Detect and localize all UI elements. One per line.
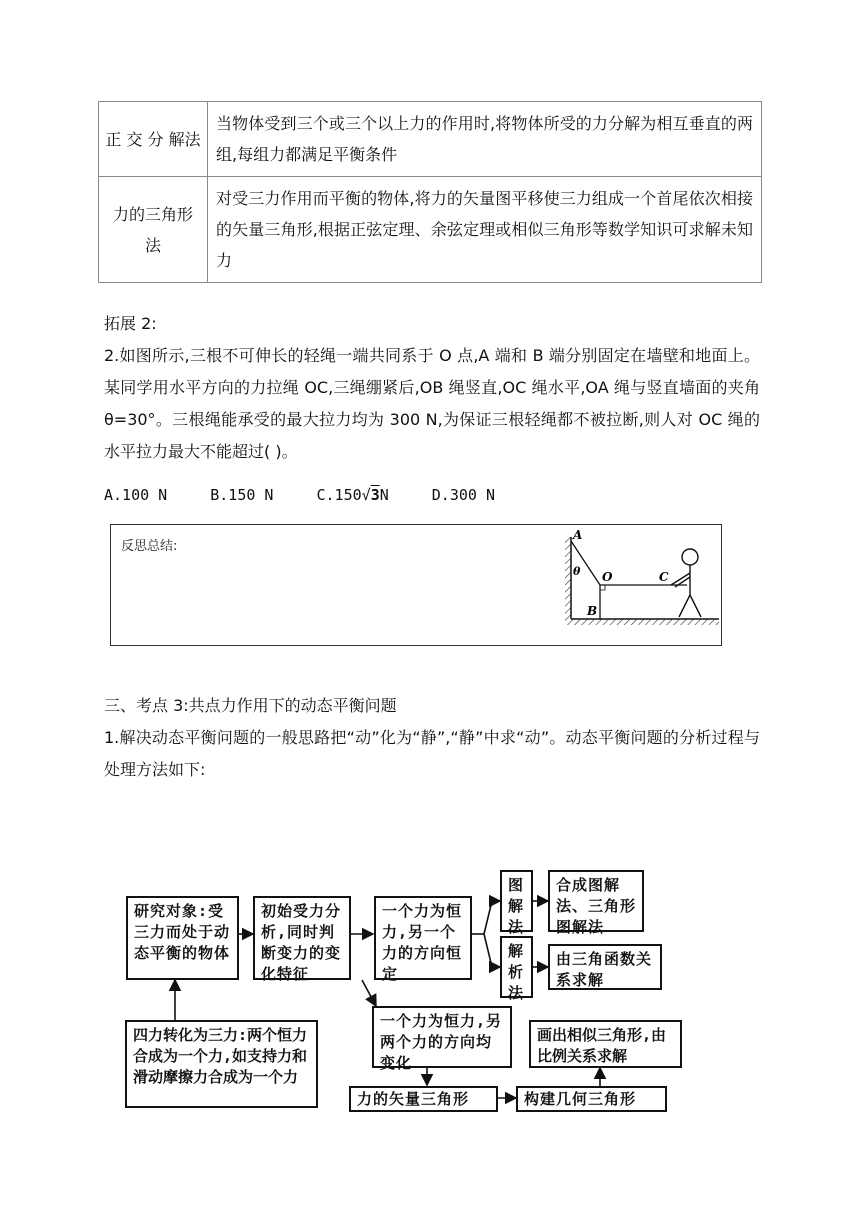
method-description: 当物体受到三个或三个以上力的作用时,将物体所受的力分解为相互垂直的两组,每组力都满足平衡条件 bbox=[208, 102, 762, 177]
question-text: 2.如图所示,三根不可伸长的轻绳一端共同系于 O 点,A 端和 B 端分别固定在墙壁和地面上。某同学用水平方向的力拉绳 OC,三绳绷紧后,OB 绳竖直,OC 绳水平,OA 绳与竖直墙面的夹角 θ=30°。三根绳能承受的最大拉力均为 300 N,为保证三根轻绳都不被拉断,则人对 OC 绳的水平拉力最大不能超过( )。 bbox=[104, 346, 760, 461]
initial-analysis-box: 初始受力分析,同时判断变力的变化特征 bbox=[253, 896, 351, 980]
option-b: B.150 N bbox=[210, 486, 274, 504]
option-c: C.150√3N bbox=[316, 486, 389, 504]
vector-triangle-box: 力的矢量三角形 bbox=[349, 1086, 498, 1112]
geometric-triangle-box: 构建几何三角形 bbox=[516, 1086, 667, 1112]
method-description: 对受三力作用而平衡的物体,将力的矢量图平移使三力组成一个首尾依次相接的矢量三角形,根据正弦定理、余弦定理或相似三角形等数学知识可求解未知力 bbox=[208, 177, 762, 283]
analytic-result-box: 由三角函数关系求解 bbox=[548, 944, 662, 990]
extension-heading: 拓展 2: bbox=[104, 314, 157, 333]
four-to-three-box: 四力转化为三力:两个恒力合成为一个力,如支持力和滑动摩擦力合成为一个力 bbox=[125, 1020, 318, 1108]
option-d: D.300 N bbox=[431, 486, 495, 504]
analytic-method-box: 解析法 bbox=[500, 936, 533, 998]
method-name: 力的三角形法 bbox=[99, 177, 208, 283]
label-b: B bbox=[587, 604, 598, 618]
graph-method-box: 图解法 bbox=[500, 870, 533, 932]
section-text: 1.解决动态平衡问题的一般思路把“动”化为“静”,“静”中求“动”。动态平衡问题的分析过程与处理方法如下: bbox=[104, 728, 760, 779]
option-c-unit: N bbox=[379, 486, 389, 504]
label-a: A bbox=[573, 528, 583, 542]
label-o: O bbox=[602, 570, 613, 584]
label-theta: θ bbox=[573, 565, 581, 578]
option-c-prefix: C.150 bbox=[316, 486, 362, 504]
option-c-root: 3 bbox=[370, 486, 380, 504]
section-heading: 三、考点 3:共点力作用下的动态平衡问题 bbox=[104, 696, 397, 715]
similar-triangle-box: 画出相似三角形,由比例关系求解 bbox=[529, 1020, 682, 1068]
label-c: C bbox=[659, 570, 669, 584]
graph-result-box: 合成图解法、三角形图解法 bbox=[548, 870, 644, 932]
reflection-label: 反思总结: bbox=[121, 539, 178, 554]
constant-direction-box: 一个力为恒力,另一个力的方向恒定 bbox=[374, 896, 472, 980]
both-change-box: 一个力为恒力,另两个力的方向均变化 bbox=[372, 1006, 512, 1068]
research-object-box: 研究对象:受三力而处于动态平衡的物体 bbox=[126, 896, 239, 980]
option-a: A.100 N bbox=[104, 486, 168, 504]
method-name: 正 交 分 解法 bbox=[99, 102, 208, 177]
